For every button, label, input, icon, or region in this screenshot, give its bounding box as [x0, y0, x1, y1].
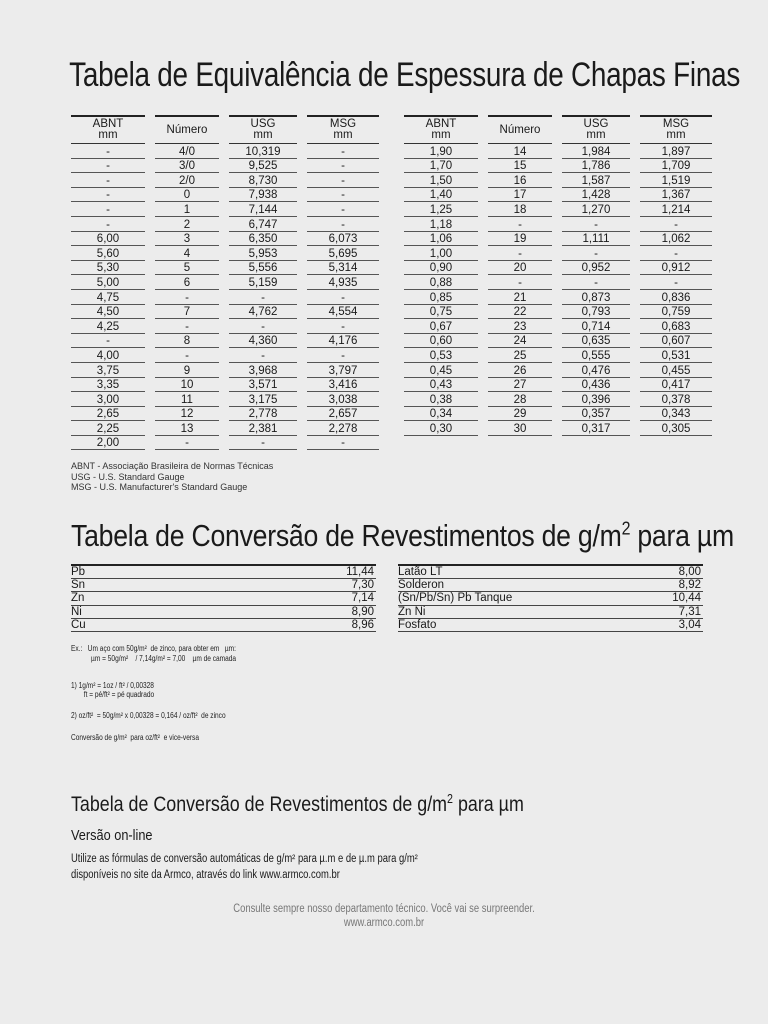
- table-cell: 7: [155, 305, 219, 320]
- table-row: [404, 159, 712, 174]
- table-cell: 6,350: [229, 232, 297, 247]
- header-unit: mm: [666, 129, 686, 141]
- table-cell: 3/0: [155, 159, 219, 174]
- conversion-value: 8,96: [351, 618, 374, 631]
- conversion-value: 11,44: [346, 566, 374, 578]
- table-cell: 5,556: [229, 261, 297, 276]
- conversion-title-main: Tabela de Conversão de Revestimentos de g/m: [71, 518, 622, 553]
- table-row: [404, 305, 712, 320]
- table-cell: -: [307, 217, 379, 232]
- table-cell: 4,50: [71, 305, 145, 320]
- table-cell: 16: [488, 173, 552, 188]
- table-cell: 8,730: [229, 173, 297, 188]
- column-header: [404, 115, 478, 144]
- table-cell: 0,85: [404, 290, 478, 305]
- header-label: USG: [250, 118, 276, 130]
- table-cell: 1,984: [562, 144, 630, 159]
- table-cell: -: [71, 144, 145, 159]
- conversion-value: 3,04: [678, 618, 701, 631]
- table-cell: 0,45: [404, 363, 478, 378]
- table-cell: 11: [155, 392, 219, 407]
- table-cell: 19: [488, 232, 552, 247]
- gauge-table-left: [71, 115, 379, 450]
- table-cell: -: [71, 217, 145, 232]
- table-row: [404, 290, 712, 305]
- table-cell: 1,00: [404, 246, 478, 261]
- table-cell: 0,683: [640, 319, 712, 334]
- conversion-row: [398, 606, 703, 619]
- table-row: [71, 378, 379, 393]
- conversion-title-end: para µm: [630, 518, 734, 553]
- table-cell: 0,60: [404, 334, 478, 349]
- table-cell: -: [640, 246, 712, 261]
- note-2: 2) oz/ft² = 50g/m² x 0,00328 = 0,164 / oz/ft² de zinco: [71, 711, 226, 720]
- table-cell: 0,88: [404, 275, 478, 290]
- table-row: [71, 319, 379, 334]
- table-cell: -: [307, 159, 379, 174]
- footer-website: www.armco.com.br: [343, 917, 425, 929]
- material-label: Latão LT: [398, 566, 443, 578]
- table-cell: 1,50: [404, 173, 478, 188]
- table-cell: 1,270: [562, 202, 630, 217]
- table-cell: 26: [488, 363, 552, 378]
- column-header: [640, 115, 712, 144]
- table-cell: -: [640, 217, 712, 232]
- table-cell: 1: [155, 202, 219, 217]
- table-cell: -: [307, 348, 379, 363]
- table-cell: -: [155, 436, 219, 451]
- conversion-value: 10,44: [672, 592, 701, 605]
- page-title: Tabela de Equivalência de Espessura de Chapas Finas: [69, 56, 741, 94]
- table-cell: 3,75: [71, 363, 145, 378]
- table-cell: 14: [488, 144, 552, 159]
- table-cell: 6: [155, 275, 219, 290]
- table-cell: 0,305: [640, 421, 712, 436]
- conversion-value: 8,92: [678, 579, 701, 592]
- conversion-row: [398, 566, 703, 579]
- material-label: Zn: [71, 592, 85, 605]
- table-cell: 29: [488, 407, 552, 422]
- table-cell: 1,428: [562, 188, 630, 203]
- table-cell: 0,952: [562, 261, 630, 276]
- header-label: MSG: [662, 118, 690, 130]
- table-row: [71, 436, 379, 451]
- table-row: [404, 246, 712, 261]
- table-cell: 4,554: [307, 305, 379, 320]
- table-row: [404, 217, 712, 232]
- table-cell: 0,38: [404, 392, 478, 407]
- online-text-line-1: Utilize as fórmulas de conversão automáticas de g/m² para µ.m e de µ.m para g/m²: [71, 853, 418, 865]
- table-cell: 0,873: [562, 290, 630, 305]
- table-cell: -: [640, 275, 712, 290]
- material-label: Fosfato: [398, 618, 437, 631]
- table-cell: 1,786: [562, 159, 630, 174]
- table-cell: 0,455: [640, 363, 712, 378]
- table-cell: 25: [488, 348, 552, 363]
- conversion-row: [71, 592, 376, 605]
- table-cell: 3: [155, 232, 219, 247]
- table-cell: -: [71, 202, 145, 217]
- table-cell: 0,34: [404, 407, 478, 422]
- table-cell: 5,695: [307, 246, 379, 261]
- table-cell: 3,416: [307, 378, 379, 393]
- abbreviation-legend: [71, 461, 273, 493]
- table-row: [404, 392, 712, 407]
- table-cell: 4/0: [155, 144, 219, 159]
- table-cell: 0,607: [640, 334, 712, 349]
- table-cell: 0,378: [640, 392, 712, 407]
- table-cell: 3,571: [229, 378, 297, 393]
- table-row: [404, 378, 712, 393]
- table-cell: 21: [488, 290, 552, 305]
- table-cell: -: [155, 319, 219, 334]
- table-row: [71, 305, 379, 320]
- table-cell: 0,836: [640, 290, 712, 305]
- table-cell: 3,968: [229, 363, 297, 378]
- header-label: ABNT: [92, 118, 124, 130]
- table-cell: 23: [488, 319, 552, 334]
- table-cell: -: [488, 217, 552, 232]
- table-cell: 0,53: [404, 348, 478, 363]
- table-cell: 4,935: [307, 275, 379, 290]
- legend-msg: MSG - U.S. Manufacturer's Standard Gauge: [71, 482, 248, 492]
- table-cell: -: [307, 188, 379, 203]
- online-subtitle: Versão on-line: [71, 827, 153, 844]
- table-cell: 4,25: [71, 319, 145, 334]
- table-cell: 0,436: [562, 378, 630, 393]
- header-unit: mm: [431, 129, 451, 141]
- table-cell: 0,90: [404, 261, 478, 276]
- table-cell: 4,176: [307, 334, 379, 349]
- legend-abnt: ABNT - Associação Brasileira de Normas Técnicas: [71, 461, 274, 471]
- conversion-title: [71, 518, 734, 554]
- table-cell: 5: [155, 261, 219, 276]
- table-cell: 1,709: [640, 159, 712, 174]
- table-cell: 5,00: [71, 275, 145, 290]
- table-row: [71, 159, 379, 174]
- table-cell: 3,038: [307, 392, 379, 407]
- table-cell: 13: [155, 421, 219, 436]
- table-row: [71, 363, 379, 378]
- header-unit: mm: [98, 129, 118, 141]
- table-cell: 5,30: [71, 261, 145, 276]
- table-cell: 2,278: [307, 421, 379, 436]
- table-cell: -: [155, 290, 219, 305]
- column-header: [71, 115, 145, 144]
- table-cell: -: [71, 159, 145, 174]
- table-cell: 0,635: [562, 334, 630, 349]
- table-cell: 1,25: [404, 202, 478, 217]
- table-cell: 7,144: [229, 202, 297, 217]
- online-text-line-2: disponíveis no site da Armco, através do link www.armco.com.br: [71, 869, 340, 881]
- table-cell: 0,30: [404, 421, 478, 436]
- table-row: [71, 407, 379, 422]
- note-1-line-2: ft = pé/ft² = pé quadrado: [71, 690, 155, 699]
- conversion-row: [71, 579, 376, 592]
- table-row: [404, 232, 712, 247]
- table-cell: 1,70: [404, 159, 478, 174]
- table-row: [404, 188, 712, 203]
- conversion-row: [398, 619, 703, 632]
- table-cell: 2,65: [71, 407, 145, 422]
- table-row: [71, 173, 379, 188]
- table-row: [71, 246, 379, 261]
- header-label: USG: [583, 118, 609, 130]
- table-cell: 2/0: [155, 173, 219, 188]
- conversion-value: 7,30: [351, 579, 374, 592]
- table-row: [404, 334, 712, 349]
- table-row: [71, 202, 379, 217]
- table-cell: 1,06: [404, 232, 478, 247]
- table-row: [71, 334, 379, 349]
- gauge-table-right: [404, 115, 712, 436]
- table-cell: 1,90: [404, 144, 478, 159]
- online-title-sup: 2: [447, 792, 454, 806]
- table-cell: 10: [155, 378, 219, 393]
- table-cell: 6,073: [307, 232, 379, 247]
- table-cell: 3,797: [307, 363, 379, 378]
- table-cell: 5,60: [71, 246, 145, 261]
- table-row: [71, 290, 379, 305]
- table-cell: 0,531: [640, 348, 712, 363]
- table-cell: 2: [155, 217, 219, 232]
- column-header: [307, 115, 379, 144]
- example-line-2: µm = 50g/m² / 7,14g/m² = 7,00 µm de camada: [71, 654, 237, 663]
- table-cell: 0,357: [562, 407, 630, 422]
- material-label: Ni: [71, 605, 82, 618]
- header-label: Número: [499, 123, 541, 136]
- column-header: [155, 115, 219, 144]
- conversion-table-right: [398, 564, 703, 632]
- table-cell: 0,759: [640, 305, 712, 320]
- table-row: [404, 363, 712, 378]
- conversion-row: [398, 579, 703, 592]
- table-cell: 4: [155, 246, 219, 261]
- table-cell: 1,587: [562, 173, 630, 188]
- conversion-value: 8,00: [678, 566, 701, 578]
- table-cell: 0,75: [404, 305, 478, 320]
- table-cell: 20: [488, 261, 552, 276]
- header-label: MSG: [329, 118, 357, 130]
- table-cell: 0,317: [562, 421, 630, 436]
- table-cell: 0,343: [640, 407, 712, 422]
- gauge-table: [404, 115, 712, 436]
- material-label: Zn Ni: [398, 605, 426, 618]
- table-cell: 28: [488, 392, 552, 407]
- table-cell: 27: [488, 378, 552, 393]
- column-header: [562, 115, 630, 144]
- conversion-row: [398, 592, 703, 605]
- table-cell: -: [307, 202, 379, 217]
- material-label: (Sn/Pb/Sn) Pb Tanque: [398, 592, 513, 605]
- table-cell: 0,793: [562, 305, 630, 320]
- table-cell: 1,111: [562, 232, 630, 247]
- table-cell: -: [229, 348, 297, 363]
- gauge-table: [71, 115, 379, 450]
- conversion-value: 8,90: [351, 605, 374, 618]
- column-header: [488, 115, 552, 144]
- table-cell: 17: [488, 188, 552, 203]
- table-cell: 1,18: [404, 217, 478, 232]
- footer-tagline: Consulte sempre nosso departamento técnico. Você vai se surpreender.: [233, 903, 535, 915]
- table-cell: 0,67: [404, 319, 478, 334]
- table-cell: 12: [155, 407, 219, 422]
- table-cell: 6,747: [229, 217, 297, 232]
- table-cell: 30: [488, 421, 552, 436]
- table-cell: 4,75: [71, 290, 145, 305]
- material-label: Sn: [71, 579, 86, 592]
- conversion-table-left: [71, 564, 376, 632]
- table-cell: 0,555: [562, 348, 630, 363]
- conversion-value: 7,31: [678, 605, 701, 618]
- table-row: [404, 202, 712, 217]
- table-cell: -: [488, 246, 552, 261]
- table-cell: -: [307, 436, 379, 451]
- online-title-main: Tabela de Conversão de Revestimentos de g/m: [71, 793, 448, 816]
- header-label: ABNT: [425, 118, 457, 130]
- table-cell: 0,714: [562, 319, 630, 334]
- conversion-row: [71, 619, 376, 632]
- table-cell: 4,00: [71, 348, 145, 363]
- header-label: Número: [166, 123, 208, 136]
- table-cell: -: [307, 290, 379, 305]
- online-section-title: [71, 793, 524, 817]
- conversion-row: [71, 566, 376, 579]
- table-cell: 0,417: [640, 378, 712, 393]
- table-cell: 2,25: [71, 421, 145, 436]
- table-row: [71, 348, 379, 363]
- table-cell: 2,657: [307, 407, 379, 422]
- table-row: [71, 392, 379, 407]
- table-cell: 18: [488, 202, 552, 217]
- table-row: [71, 188, 379, 203]
- table-cell: 24: [488, 334, 552, 349]
- table-row: [71, 275, 379, 290]
- table-cell: -: [562, 246, 630, 261]
- table-cell: -: [155, 348, 219, 363]
- table-row: [404, 144, 712, 159]
- table-row: [404, 421, 712, 436]
- table-cell: -: [562, 275, 630, 290]
- table-cell: -: [307, 144, 379, 159]
- table-cell: -: [307, 319, 379, 334]
- table-cell: 1,367: [640, 188, 712, 203]
- header-unit: mm: [333, 129, 353, 141]
- table-row: [404, 275, 712, 290]
- table-row: [404, 173, 712, 188]
- table-cell: 15: [488, 159, 552, 174]
- legend-usg: USG - U.S. Standard Gauge: [71, 471, 185, 482]
- table-cell: 3,35: [71, 378, 145, 393]
- table-cell: 0,396: [562, 392, 630, 407]
- table-row: [71, 144, 379, 159]
- table-cell: 5,953: [229, 246, 297, 261]
- table-cell: 8: [155, 334, 219, 349]
- table-cell: 3,175: [229, 392, 297, 407]
- table-cell: 0,912: [640, 261, 712, 276]
- table-row: [71, 232, 379, 247]
- table-cell: 0,476: [562, 363, 630, 378]
- conversion-value: 7,14: [351, 592, 374, 605]
- table-cell: 2,381: [229, 421, 297, 436]
- note-3: Conversão de g/m² para oz/ft² e vice-versa: [71, 733, 199, 742]
- table-cell: 1,897: [640, 144, 712, 159]
- table-cell: -: [562, 217, 630, 232]
- table-cell: 1,062: [640, 232, 712, 247]
- table-row: [404, 348, 712, 363]
- table-row: [404, 407, 712, 422]
- table-cell: 4,360: [229, 334, 297, 349]
- table-cell: 5,314: [307, 261, 379, 276]
- table-cell: -: [488, 275, 552, 290]
- table-cell: 7,938: [229, 188, 297, 203]
- table-cell: 5,159: [229, 275, 297, 290]
- table-cell: 9: [155, 363, 219, 378]
- column-header: [229, 115, 297, 144]
- table-cell: 22: [488, 305, 552, 320]
- table-cell: -: [71, 188, 145, 203]
- material-label: Solderon: [398, 579, 445, 592]
- table-cell: 2,778: [229, 407, 297, 422]
- table-row: [404, 261, 712, 276]
- table-cell: -: [229, 436, 297, 451]
- table-cell: 2,00: [71, 436, 145, 451]
- table-cell: 9,525: [229, 159, 297, 174]
- example-line-1: Ex.: Um aço com 50g/m² de zinco, para obter em µm:: [71, 644, 236, 653]
- table-cell: 1,214: [640, 202, 712, 217]
- header-unit: mm: [253, 129, 273, 141]
- table-cell: 6,00: [71, 232, 145, 247]
- table-row: [71, 421, 379, 436]
- table-cell: -: [71, 334, 145, 349]
- table-cell: -: [71, 173, 145, 188]
- table-cell: -: [307, 173, 379, 188]
- table-cell: 4,762: [229, 305, 297, 320]
- table-cell: 0: [155, 188, 219, 203]
- table-cell: 1,40: [404, 188, 478, 203]
- note-1-line-1: 1) 1g/m² = 1oz / ft² / 0,00328: [71, 681, 154, 690]
- material-label: Cu: [71, 618, 86, 631]
- table-cell: 1,519: [640, 173, 712, 188]
- conversion-row: [71, 606, 376, 619]
- table-row: [71, 261, 379, 276]
- table-cell: 3,00: [71, 392, 145, 407]
- table-row: [404, 319, 712, 334]
- online-title-end: para µm: [453, 793, 524, 816]
- material-label: Pb: [71, 566, 86, 578]
- table-cell: 0,43: [404, 378, 478, 393]
- table-cell: -: [229, 319, 297, 334]
- table-cell: 10,319: [229, 144, 297, 159]
- table-cell: -: [229, 290, 297, 305]
- conversion-title-sup: 2: [621, 517, 631, 539]
- header-unit: mm: [586, 129, 606, 141]
- table-row: [71, 217, 379, 232]
